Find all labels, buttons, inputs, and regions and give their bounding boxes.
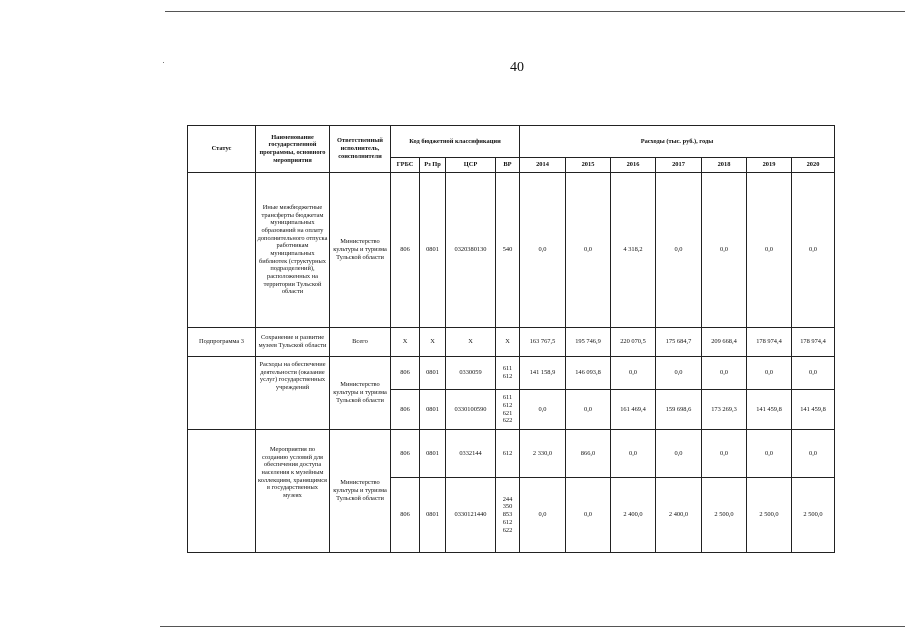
cell-value: 0,0	[702, 430, 747, 478]
cell-csr: 0330059	[446, 357, 496, 390]
vr-code: 612	[502, 518, 513, 526]
cell-csr: 0330121440	[446, 478, 496, 553]
header-year: 2020	[792, 158, 835, 173]
cell-value: 866,0	[566, 430, 611, 478]
cell-grbs: X	[391, 328, 420, 357]
header-budget-code: Код бюджетной классификации	[391, 126, 520, 158]
header-vr: ВР	[496, 158, 520, 173]
cell-value: 195 746,9	[566, 328, 611, 357]
row-executor: Всего	[330, 328, 391, 357]
cell-value: 2 500,0	[702, 478, 747, 553]
cell-csr: 0320380130	[446, 173, 496, 328]
cell-value: 0,0	[520, 173, 566, 328]
cell-value: 2 500,0	[792, 478, 835, 553]
cell-value: 0,0	[702, 173, 747, 328]
row-status-empty	[188, 430, 256, 553]
cell-value: 163 767,5	[520, 328, 566, 357]
table-row	[188, 357, 835, 390]
cell-vr: 540	[496, 173, 520, 328]
cell-vr	[496, 430, 520, 478]
cell-value: 141 459,8	[792, 390, 835, 430]
header-year: 2016	[611, 158, 656, 173]
cell-value: 0,0	[656, 430, 702, 478]
cell-value: 0,0	[566, 478, 611, 553]
page-number: 40	[510, 60, 524, 75]
cell-grbs: 806	[391, 478, 420, 553]
vr-code: 244	[502, 495, 513, 503]
cell-csr: 0330100590	[446, 390, 496, 430]
cell-value: 173 269,3	[702, 390, 747, 430]
cell-value: 2 400,0	[656, 478, 702, 553]
cell-rzpr: 0801	[420, 173, 446, 328]
row-status	[188, 173, 256, 328]
cell-vr	[496, 357, 520, 390]
cell-value: 159 698,6	[656, 390, 702, 430]
cell-value: 4 318,2	[611, 173, 656, 328]
header-year: 2018	[702, 158, 747, 173]
cell-value: 0,0	[792, 357, 835, 390]
cell-vr	[496, 478, 520, 553]
cell-grbs: 806	[391, 357, 420, 390]
header-year: 2017	[656, 158, 702, 173]
cell-rzpr: 0801	[420, 478, 446, 553]
cell-value: 209 668,4	[702, 328, 747, 357]
vr-code: 612	[502, 373, 513, 380]
row-name: Иные межбюджетные трансферты бюджетам муниципальных образований на оплату дополнительного отпуска работникам муниципальных библиотек (структурных подразделений), расположенных на территории Тульской области	[256, 173, 330, 328]
vr-code: 350	[502, 503, 513, 511]
cell-value: 175 684,7	[656, 328, 702, 357]
cell-value: 0,0	[611, 357, 656, 390]
cell-value: 141 158,9	[520, 357, 566, 390]
vr-code: 611	[502, 365, 513, 373]
cell-value: 0,0	[747, 357, 792, 390]
cell-value: 0,0	[611, 430, 656, 478]
scan-speck	[163, 62, 164, 63]
vr-code: 621	[502, 409, 513, 417]
vr-code: 611	[502, 394, 513, 402]
header-year: 2019	[747, 158, 792, 173]
cell-value: 0,0	[747, 430, 792, 478]
row-executor: Министерство культуры и туризма Тульской области	[330, 357, 391, 430]
vr-code: 612	[502, 401, 513, 409]
header-grbs: ГРБС	[391, 158, 420, 173]
cell-csr: X	[446, 328, 496, 357]
cell-grbs: 806	[391, 390, 420, 430]
row-status-empty	[188, 357, 256, 430]
bottom-rule	[160, 626, 905, 627]
row-name: Мероприятия по созданию условий для обеспечения доступа населения к музейным коллекциям, хранящимся в государственных музеях	[256, 430, 330, 553]
cell-value: 220 070,5	[611, 328, 656, 357]
row-executor: Министерство культуры и туризма Тульской области	[330, 430, 391, 553]
cell-value: 0,0	[702, 357, 747, 390]
cell-value: 0,0	[566, 173, 611, 328]
cell-value: 0,0	[747, 173, 792, 328]
budget-table	[187, 125, 835, 553]
top-rule	[165, 11, 905, 12]
cell-value: 178 974,4	[792, 328, 835, 357]
cell-value: 2 400,0	[611, 478, 656, 553]
cell-vr: X	[496, 328, 520, 357]
cell-value: 0,0	[656, 357, 702, 390]
header-expenses: Расходы (тыс. руб.), годы	[520, 126, 835, 158]
row-status: Подпрограмма 3	[188, 328, 256, 357]
cell-value: 178 974,4	[747, 328, 792, 357]
header-status: Статус	[188, 126, 256, 173]
header-rzpr: Рз Пр	[420, 158, 446, 173]
header-name: Наименование государственной программы, основного мероприятия	[256, 126, 330, 173]
vr-code: 612	[502, 449, 513, 457]
vr-code: 853	[502, 511, 513, 519]
header-csr: ЦСР	[446, 158, 496, 173]
cell-rzpr: 0801	[420, 430, 446, 478]
cell-csr: 0332144	[446, 430, 496, 478]
header-year: 2014	[520, 158, 566, 173]
cell-value: 146 093,8	[566, 357, 611, 390]
row-name: Расходы на обеспечение деятельности (оказание услуг) государственных учреждений	[256, 357, 330, 430]
row-name: Сохранение и развитие музеев Тульской области	[256, 328, 330, 357]
cell-value: 0,0	[520, 478, 566, 553]
row-executor: Министерство культуры и туризма Тульской области	[330, 173, 391, 328]
cell-vr	[496, 390, 520, 430]
cell-value: 0,0	[792, 430, 835, 478]
cell-value: 141 459,8	[747, 390, 792, 430]
cell-value: 2 500,0	[747, 478, 792, 553]
cell-value: 0,0	[566, 390, 611, 430]
cell-grbs: 806	[391, 430, 420, 478]
vr-code: 622	[502, 526, 513, 534]
cell-value: 0,0	[520, 390, 566, 430]
header-year: 2015	[566, 158, 611, 173]
vr-code: 622	[502, 417, 513, 425]
cell-rzpr: 0801	[420, 390, 446, 430]
table-row	[188, 430, 835, 478]
header-executor: Ответственный исполнитель, соисполнители	[330, 126, 391, 173]
table-row	[188, 173, 835, 328]
cell-value: 0,0	[792, 173, 835, 328]
cell-rzpr: 0801	[420, 357, 446, 390]
subprogram-row	[188, 328, 835, 357]
cell-value: 0,0	[656, 173, 702, 328]
cell-rzpr: X	[420, 328, 446, 357]
cell-grbs: 806	[391, 173, 420, 328]
cell-value: 161 469,4	[611, 390, 656, 430]
cell-value: 2 330,0	[520, 430, 566, 478]
header-row-1	[188, 126, 835, 158]
